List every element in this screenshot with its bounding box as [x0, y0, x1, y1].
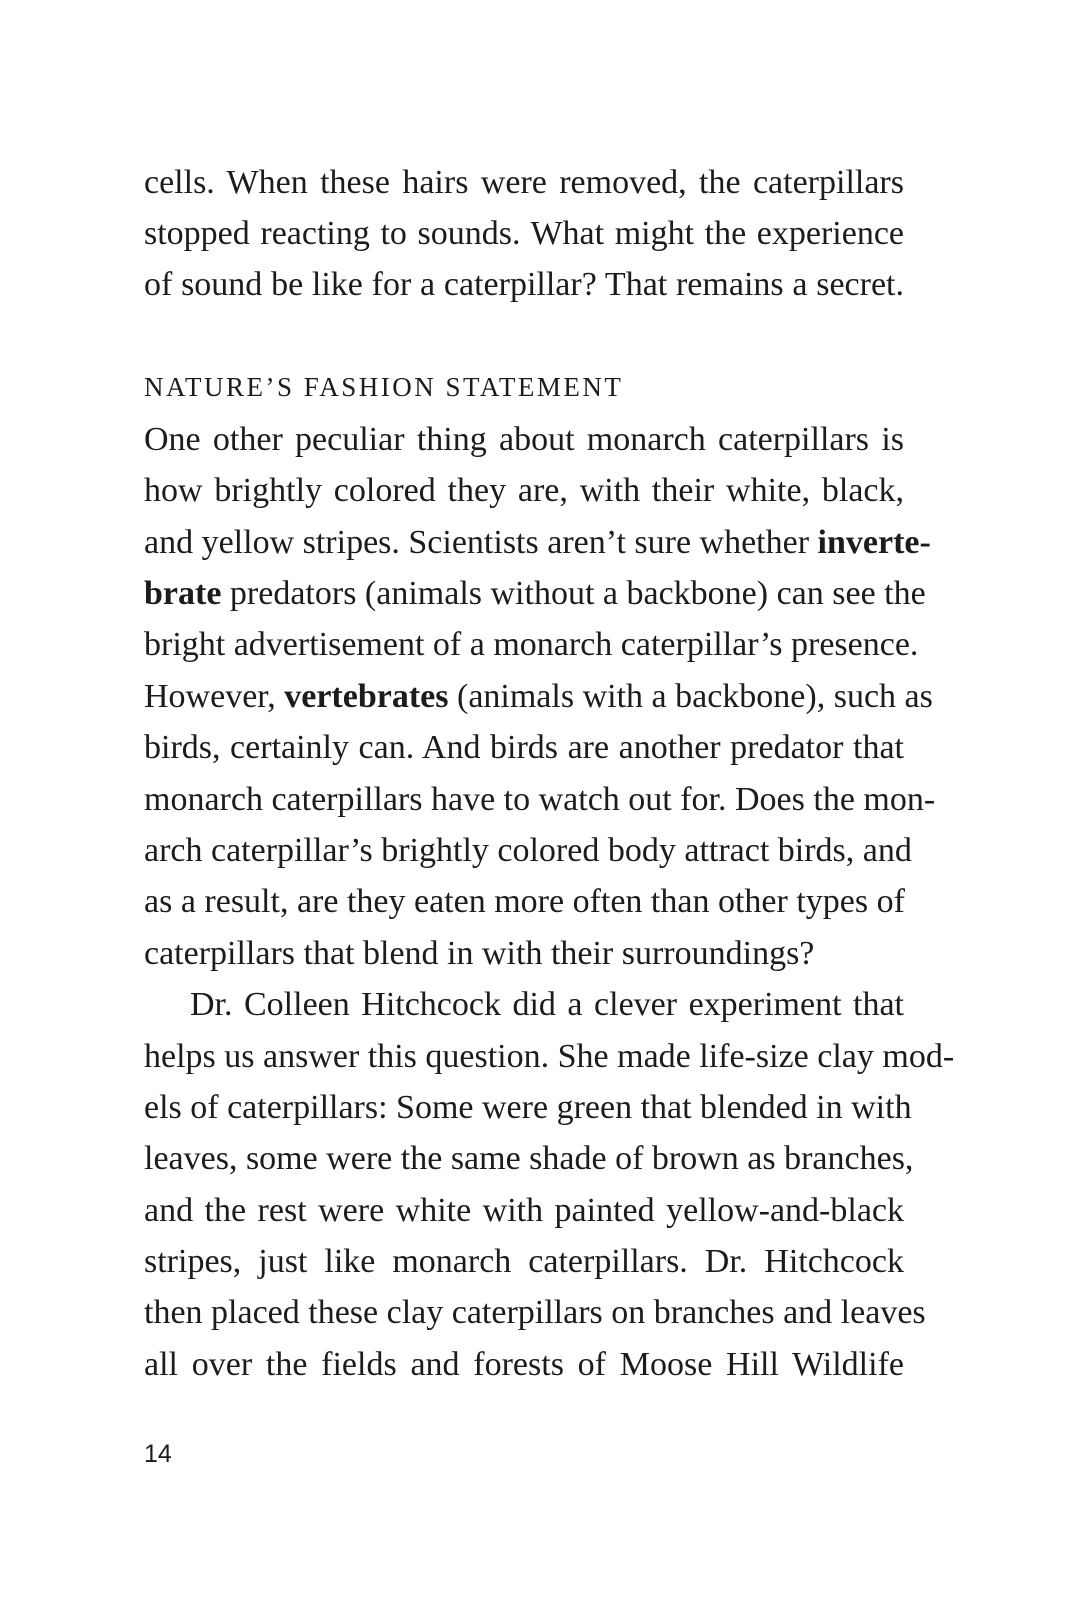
text-line: stopped reacting to sounds. What might the experience	[144, 215, 904, 252]
text-segment: predators (animals without a backbone) can see the	[229, 575, 926, 612]
text-segment: and yellow stripes. Scientists aren’t sure whether	[144, 524, 810, 561]
text-line	[144, 517, 931, 569]
text-line: and the rest were white with painted yellow-and-black	[144, 1192, 904, 1229]
text-line: els of caterpillars: Some were green that blended in with	[144, 1089, 912, 1126]
text-line: then placed these clay caterpillars on branches and leaves	[144, 1294, 926, 1331]
text-line: monarch caterpillars have to watch out for. Does the mon-	[144, 781, 936, 818]
bold-term-invertebrate-cont: brate	[144, 575, 222, 612]
text-line: bright advertisement of a monarch caterpillar’s presence.	[144, 626, 919, 663]
text-segment: (animals with a backbone), such as	[457, 678, 933, 715]
bold-term-vertebrates: vertebrates	[284, 678, 449, 715]
text-line: how brightly colored they are, with their white, black,	[144, 472, 904, 509]
section-heading: NATURE’S FASHION STATEMENT	[144, 372, 624, 402]
text-line: cells. When these hairs were removed, the caterpillars	[144, 164, 904, 201]
bold-term-invertebrate: inverte-	[817, 524, 931, 561]
text-line: birds, certainly can. And birds are another predator that	[144, 729, 904, 766]
text-line: all over the fields and forests of Moose Hill Wildlife	[144, 1346, 904, 1383]
text-line: Dr. Colleen Hitchcock did a clever experiment that	[190, 986, 904, 1023]
text-line: arch caterpillar’s brightly colored body attract birds, and	[144, 832, 912, 869]
page-number: 14	[144, 1440, 172, 1468]
text-line: stripes, just like monarch caterpillars. Dr. Hitchcock	[144, 1243, 904, 1280]
text-line	[144, 671, 933, 723]
text-line: caterpillars that blend in with their surroundings?	[144, 935, 815, 972]
text-line: One other peculiar thing about monarch caterpillars is	[144, 421, 904, 458]
text-line	[144, 568, 926, 620]
text-line: leaves, some were the same shade of brown as branches,	[144, 1140, 914, 1177]
text-line: as a result, are they eaten more often than other types of	[144, 883, 905, 920]
text-line: helps us answer this question. She made life-size clay mod-	[144, 1038, 955, 1075]
text-segment: However,	[144, 678, 276, 715]
text-line: of sound be like for a caterpillar? That remains a secret.	[144, 266, 904, 303]
